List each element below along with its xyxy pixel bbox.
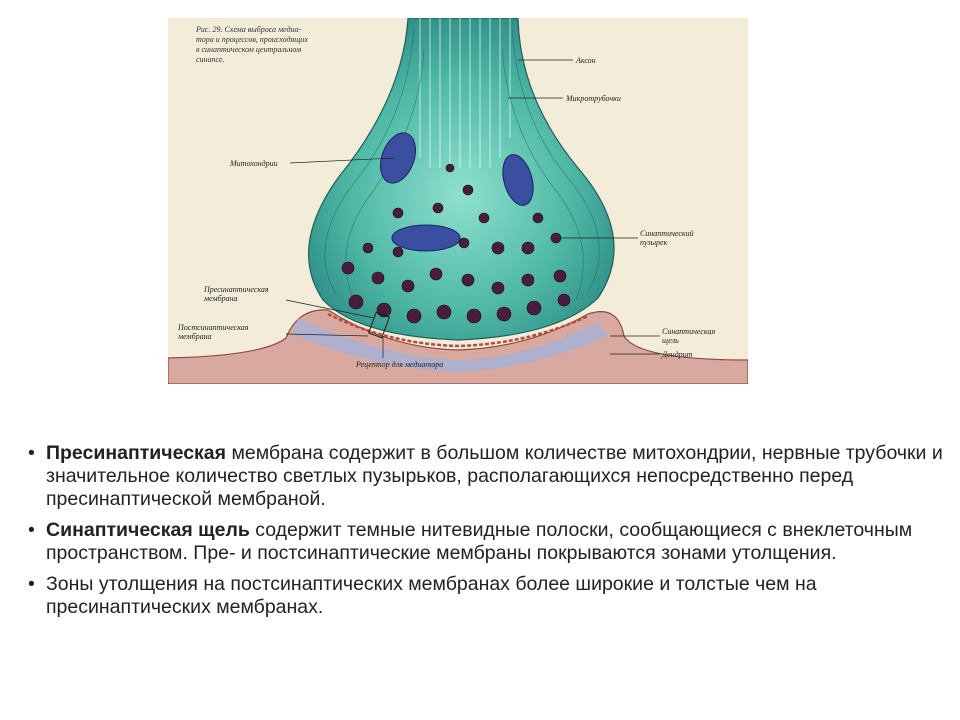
bullet-dot-icon: • [28,519,35,541]
bullet-dot-icon: • [28,573,35,595]
presynaptic-terminal [309,18,614,340]
caption-line-3: в синаптическом центральном [196,45,302,54]
bullet-dot-icon: • [28,442,35,464]
label-dendrite: Дендрит [662,350,693,359]
synapse-diagram [168,18,748,384]
label-microtubules: Микротрубочки [566,94,621,103]
label-mitochondria: Митохондрии [230,159,278,168]
label-presyn-membrane: Пресинаптическая мембрана [204,285,269,303]
mitochondrion-center [392,225,460,251]
bullet-list [28,442,948,627]
label-receptor: Рецептор для медиатора [356,360,444,369]
caption-line-4: синапсе. [196,55,225,64]
label-cleft: Синаптическая щель [662,327,716,345]
bullet-bold: Пресинаптическая [46,442,227,464]
bullet-item [28,573,948,619]
caption-line-2: тора и процессов, происходящих [196,35,308,44]
bullet-bold: Синаптическая щель [46,519,250,541]
label-vesicle: Синаптический пузырек [640,229,694,247]
bullet-item [28,442,948,511]
synapse-figure [168,18,748,384]
bullet-text: мембрана содержит в большом количестве митохондрии, нервные трубочки и значительное количество светлых пузырьков, располагающихся непосредственно перед пресинаптической мембраной. [46,442,943,510]
label-postsyn-membrane: Постсинаптическая мембрана [178,323,249,341]
bullet-item [28,519,948,565]
bullet-text: содержит темные нитевидные полоски, сообщающиеся с внеклеточным пространством. Пре- и постсинаптические мембраны покрываются зонами утолщения. [46,519,913,564]
label-axon: Аксон [576,56,596,65]
bullet-text: Зоны утолщения на постсинаптических мембранах более широкие и толстые чем на пресинаптических мембранах. [46,573,817,618]
caption-line-1: Рис. 29. Схема выброса медиа- [196,25,302,34]
